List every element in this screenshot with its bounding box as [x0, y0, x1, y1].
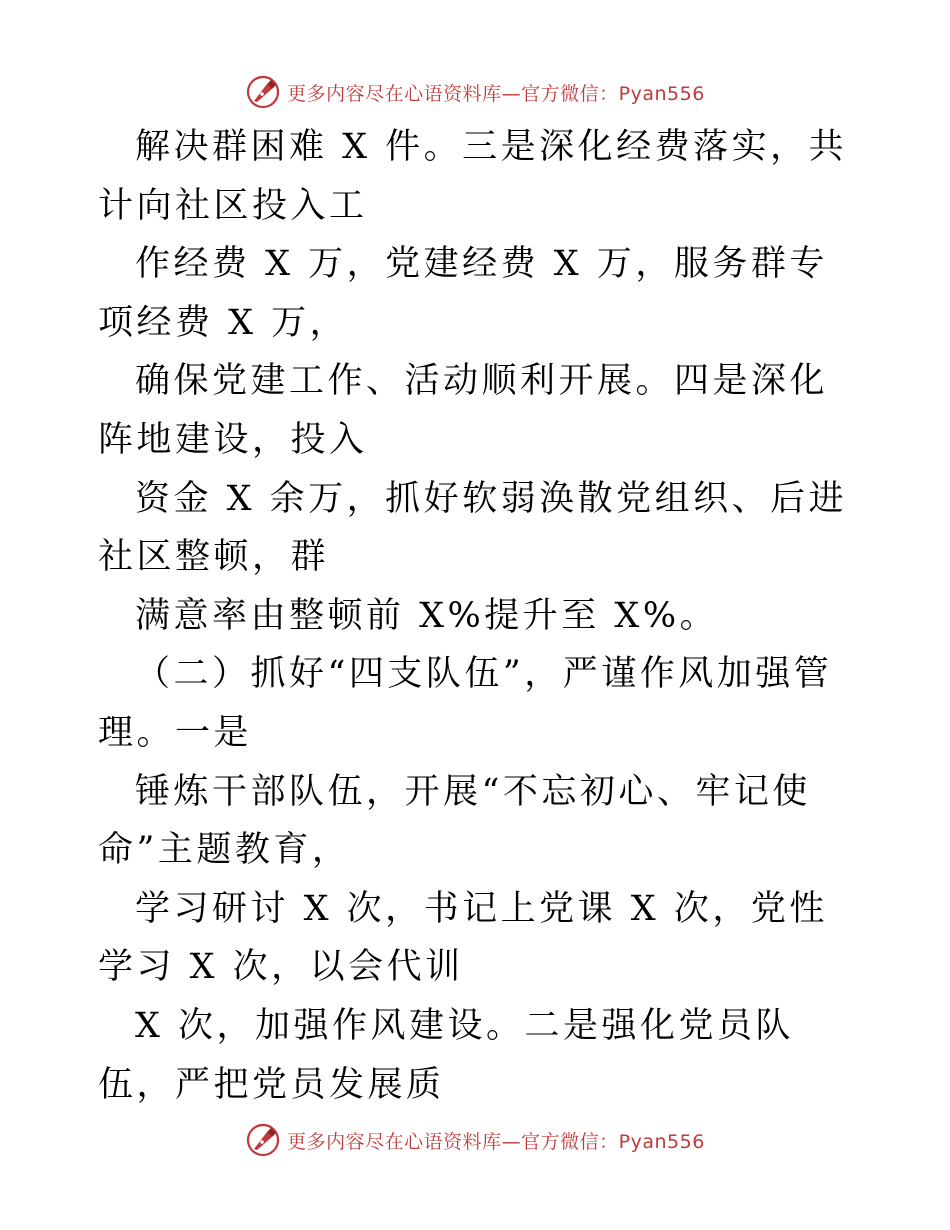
- footer-banner-text: 更多内容尽在心语资料库—官方微信：Pyan556: [287, 1130, 705, 1153]
- header-banner-text: 更多内容尽在心语资料库—官方微信：Pyan556: [287, 82, 705, 105]
- paragraph: 资金 X 余万，抓好软弱涣散党组织、后进社区整顿，群: [98, 478, 848, 578]
- header-watermark-banner: [0, 72, 950, 112]
- paragraph: 学习研讨 X 次，书记上党课 X 次，党性学习 X 次，以会代训: [98, 888, 828, 988]
- paragraph: 作经费 X 万，党建经费 X 万，服务群专项经费 X 万，: [98, 244, 828, 343]
- paragraph: （二）抓好“四支队伍”，严谨作风加强管理。一是: [98, 654, 833, 753]
- paragraph: 解决群困难 X 件。三是深化经费落实，共计向社区投入工: [98, 127, 848, 226]
- paragraph: 锤炼干部队伍，开展“不忘初心、牢记使命”主题教育，: [98, 771, 811, 871]
- pen-nib-logo-icon: [245, 1122, 281, 1158]
- paragraph: 满意率由整顿前 X%提升至 X%。: [135, 595, 719, 636]
- footer-watermark-banner: [0, 1120, 950, 1160]
- paragraph: 确保党建工作、活动顺利开展。四是深化阵地建设，投入: [98, 361, 829, 460]
- pen-nib-logo-icon: [245, 74, 281, 110]
- document-body: [98, 118, 858, 1114]
- paragraph: X 次，加强作风建设。二是强化党员队伍，严把党员发展质: [98, 1005, 795, 1105]
